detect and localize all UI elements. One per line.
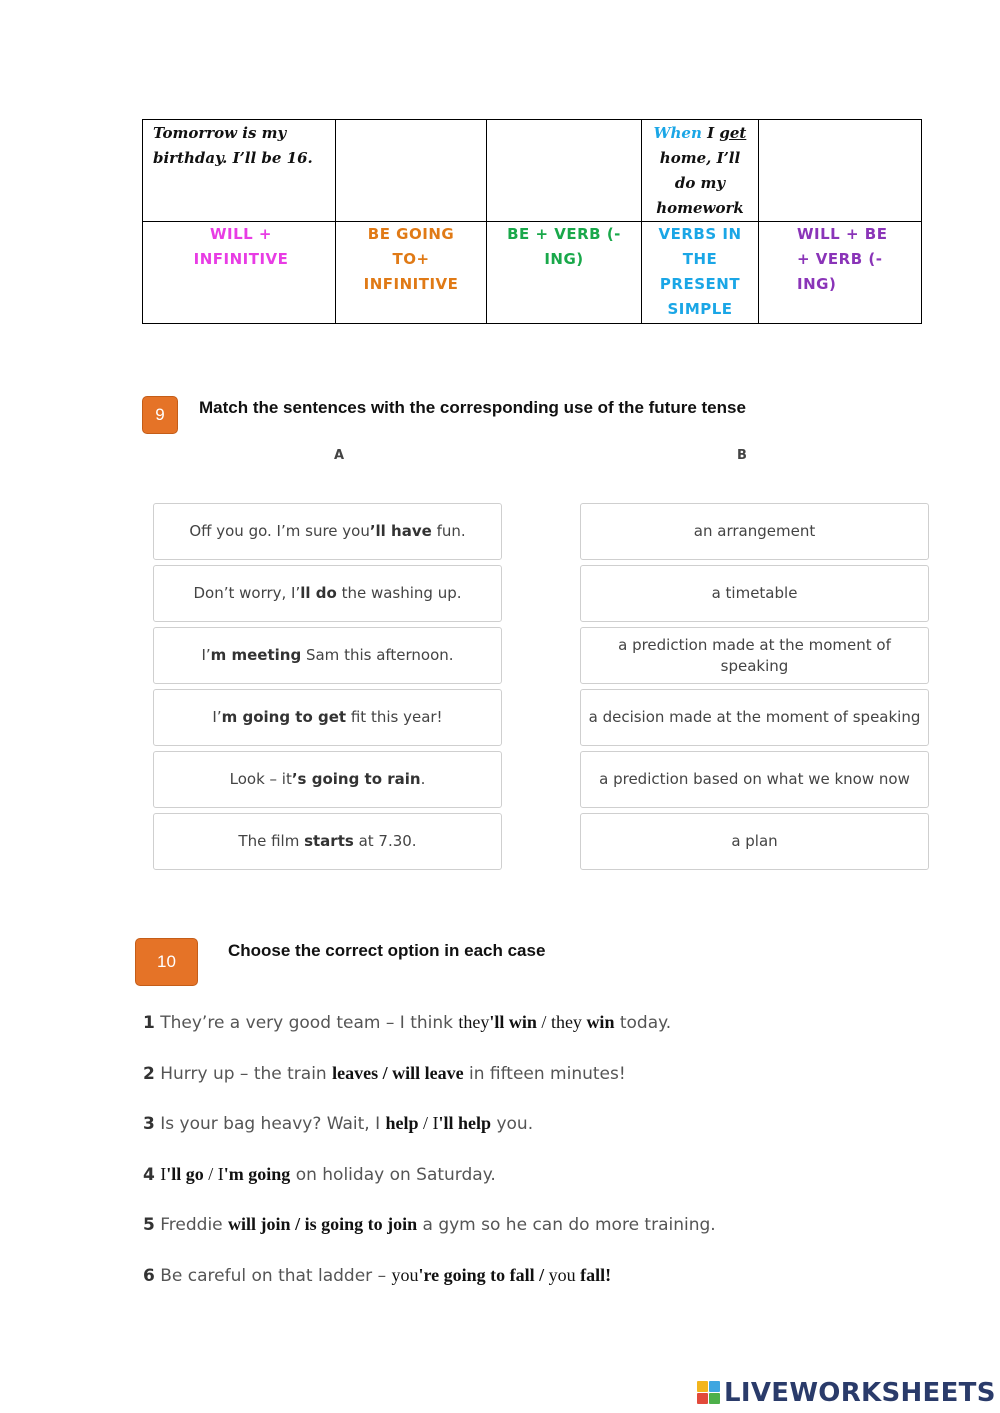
match-sentence[interactable]: The film starts at 7.30. xyxy=(153,813,502,870)
liveworksheets-logo-icon xyxy=(697,1381,721,1405)
table-row-examples xyxy=(143,120,922,222)
exercise-item: 4 I'll go / I'm going on holiday on Saturday. xyxy=(143,1163,496,1185)
match-use[interactable]: a timetable xyxy=(580,565,929,622)
match-sentence[interactable]: Off you go. I’m sure you’ll have fun. xyxy=(153,503,502,560)
match-use[interactable]: an arrangement xyxy=(580,503,929,560)
form-will-infinitive: WILL + INFINITIVE xyxy=(143,222,336,324)
form-present-simple: VERBS IN THE PRESENT SIMPLE xyxy=(642,222,759,324)
option-2[interactable]: they win xyxy=(550,1012,615,1032)
form-will-be-verb-ing: WILL + BE + VERB (- ING) xyxy=(759,222,922,324)
match-column-a xyxy=(153,503,502,875)
exercise-9-title: Match the sentences with the corresponding use of the future tense xyxy=(199,398,746,417)
exercise-item: 2 Hurry up – the train leaves / will leave in fifteen minutes! xyxy=(143,1062,626,1084)
option-2[interactable]: you fall! xyxy=(548,1264,612,1285)
option-1[interactable]: you're going to fall xyxy=(391,1264,535,1285)
exercise-10-list xyxy=(143,1012,943,1316)
option-2[interactable]: I'll help xyxy=(432,1113,492,1134)
table-row-forms xyxy=(143,222,922,324)
match-use[interactable]: a prediction made at the moment of speaking xyxy=(580,627,929,684)
match-use[interactable]: a decision made at the moment of speaking xyxy=(580,689,929,746)
match-sentence[interactable]: Don’t worry, I’ll do the washing up. xyxy=(153,565,502,622)
liveworksheets-brand[interactable] xyxy=(697,1378,996,1408)
option-1[interactable]: they'll win xyxy=(458,1012,537,1032)
exercise-9-badge: 9 xyxy=(142,396,178,434)
exercise-10-badge: 10 xyxy=(135,938,198,986)
option-2[interactable]: is going to join xyxy=(304,1214,418,1235)
exercise-item: 5 Freddie will join / is going to join a gym so he can do more training. xyxy=(143,1214,716,1236)
match-column-b xyxy=(580,503,929,875)
option-2[interactable]: I'm going xyxy=(217,1163,291,1184)
example-cell-present: When I get home, I’ll do my homework xyxy=(642,120,759,222)
example-cell-verb-ing xyxy=(487,120,642,222)
option-1[interactable]: I'll go xyxy=(160,1163,204,1184)
match-sentence[interactable]: I’m meeting Sam this afternoon. xyxy=(153,627,502,684)
option-1[interactable]: leaves xyxy=(332,1062,379,1083)
future-forms-table xyxy=(142,119,922,324)
brand-name: LIVEWORKSHEETS xyxy=(724,1378,996,1408)
match-sentence[interactable]: I’m going to get fit this year! xyxy=(153,689,502,746)
example-cell-will-be xyxy=(759,120,922,222)
exercise-item: 3 Is your bag heavy? Wait, I help / I'll help you. xyxy=(143,1113,534,1135)
option-1[interactable]: will join xyxy=(228,1214,291,1235)
match-sentence[interactable]: Look – it’s going to rain. xyxy=(153,751,502,808)
option-1[interactable]: help xyxy=(385,1113,419,1134)
example-cell-going xyxy=(336,120,487,222)
exercise-item: 6 Be careful on that ladder – you're going to fall / you fall! xyxy=(143,1264,612,1286)
exercise-item: 1 They’re a very good team – I think they'll win / they win today. xyxy=(143,1012,672,1033)
option-2[interactable]: will leave xyxy=(392,1062,464,1083)
match-use[interactable]: a plan xyxy=(580,813,929,870)
match-use[interactable]: a prediction based on what we know now xyxy=(580,751,929,808)
example-cell-will: Tomorrow is my birthday. I’ll be 16. xyxy=(143,120,336,222)
form-be-going-to: BE GOING TO+ INFINITIVE xyxy=(336,222,487,324)
exercise-10-title: Choose the correct option in each case xyxy=(228,941,546,960)
column-a-label: A xyxy=(334,448,345,463)
form-be-verb-ing: BE + VERB (- ING) xyxy=(487,222,642,324)
column-b-label: B xyxy=(737,448,747,463)
